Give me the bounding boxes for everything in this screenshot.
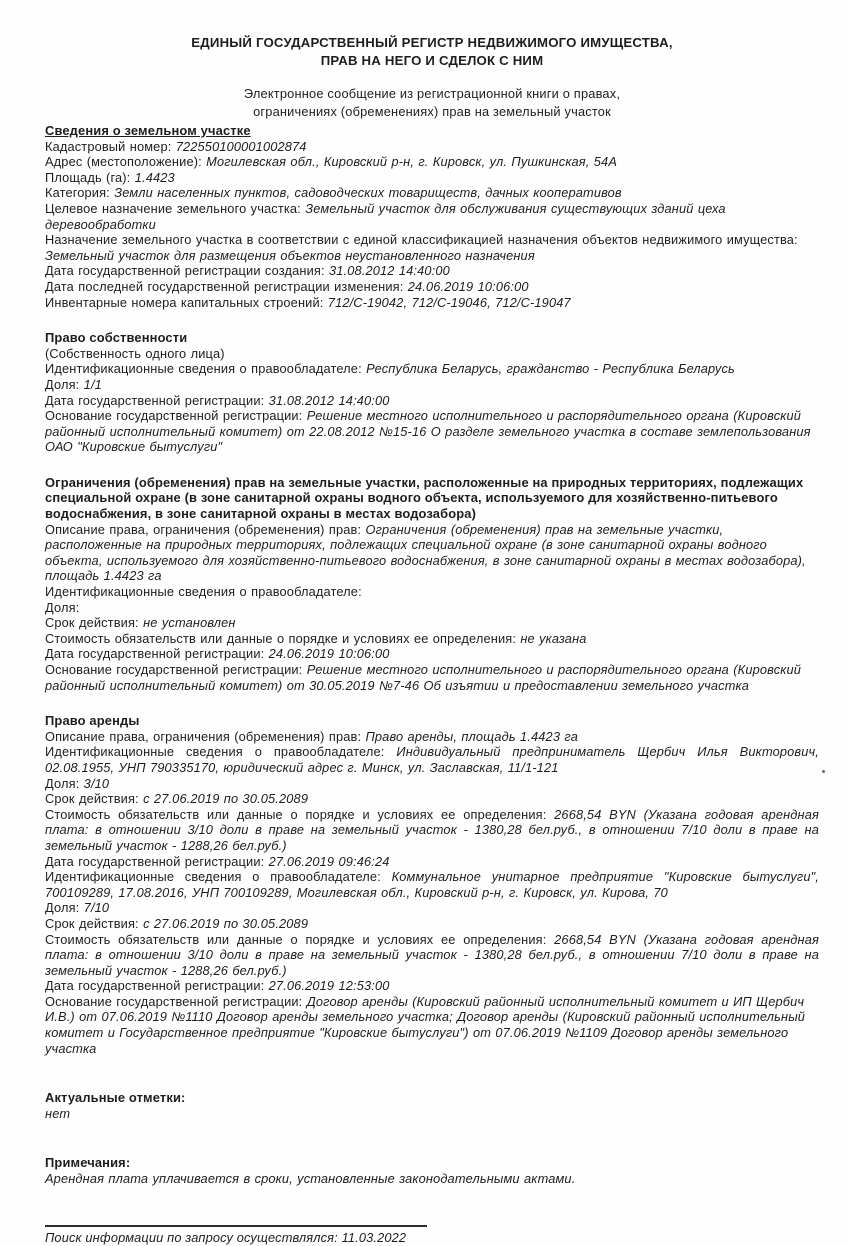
document-title-line-1: ЕДИНЫЙ ГОСУДАРСТВЕННЫЙ РЕГИСТР НЕДВИЖИМОГО ИМУЩЕСТВА, (191, 35, 673, 50)
field-value: Могилевская обл., Кировский р-н, г. Кировск, ул. Пушкинская, 54А (206, 154, 618, 170)
field-value: 712/С-19042, 712/С-19046, 712/С-19047 (327, 294, 571, 310)
field-label: Целевое назначение земельного участка: (45, 200, 301, 216)
row-designated-purpose (45, 201, 819, 232)
field-label: Доля: (45, 599, 80, 615)
field-value: Коммунальное унитарное предприятие "Кировские бытуслуги", 700109289, 17.08.2016, УНП 700109289, Могилевская обл., Кировский р-н, г. Кировск, ул. Кирова, 70 (45, 869, 819, 900)
field-value: 7/10 (83, 900, 110, 916)
field-value: 2668,54 BYN (Указана годовая арендная плата: в отношении 3/10 доли в праве на земельный участок - 1380,28 бел.руб., в отношении 7/10 доли в праве на земельный участок - 1288,26 бел.руб.) (45, 931, 819, 978)
row-area (45, 170, 819, 186)
row-rightholder-id (45, 584, 819, 600)
document-title-line-2: ПРАВ НА НЕГО И СДЕЛОК С НИМ (320, 53, 544, 68)
field-label: Дата государственной регистрации: (45, 392, 265, 408)
row-obligation-value-2 (45, 932, 819, 979)
field-value: Республика Беларусь, гражданство - Республика Беларусь (366, 361, 735, 377)
field-label: Инвентарные номера капитальных строений: (45, 294, 324, 310)
field-value: 2668,54 BYN (Указана годовая арендная плата: в отношении 3/10 доли в праве на земельный участок - 1380,28 бел.руб., в отношении 7/10 доли в праве на земельный участок - 1288,26 бел.руб.) (45, 806, 819, 853)
field-value: Земельный участок для размещения объектов неустановленного назначения (45, 247, 535, 263)
row-share-2 (45, 900, 819, 916)
row-reg-basis (45, 994, 819, 1056)
row-inventory-numbers (45, 295, 819, 311)
row-rightholder-id (45, 361, 819, 377)
row-notes-value (45, 1171, 819, 1187)
field-label: Срок действия: (45, 915, 139, 931)
field-label: Дата государственной регистрации: (45, 646, 265, 662)
field-value: Индивидуальный предприниматель Щербич Илья Викторович, 02.08.1955, УНП 790335170, юридический адрес г. Минск, ул. Заславская, 11/1-121 (45, 744, 819, 775)
section-heading-lease-right: Право аренды (45, 713, 140, 729)
field-label: Основание государственной регистрации: (45, 662, 303, 677)
row-description (45, 729, 819, 745)
scan-artifact-dot (822, 770, 825, 773)
field-label: Адрес (местоположение): (45, 154, 202, 170)
row-reg-date (45, 393, 819, 409)
section-ownership-right (45, 330, 819, 455)
field-label: Идентификационные сведения о правообладателе: (45, 584, 362, 600)
row-category (45, 185, 819, 201)
field-value: 1.4423 (134, 169, 175, 185)
row-reg-basis (45, 662, 819, 693)
field-label: Стоимость обязательств или данные о порядке и условиях ее определения: (45, 630, 517, 646)
row-share (45, 377, 819, 393)
field-value: 27.06.2019 12:53:00 (268, 978, 390, 994)
row-reg-date-1 (45, 854, 819, 870)
section-heading-ownership-right: Право собственности (45, 330, 188, 346)
footer-search-label: Поиск информации по запросу осуществлялся: (45, 1229, 338, 1245)
field-label: Кадастровый номер: (45, 138, 172, 154)
field-label: Стоимость обязательств или данные о порядке и условиях ее определения: (45, 931, 547, 947)
row-classified-purpose (45, 232, 819, 263)
row-validity-term-2 (45, 916, 819, 932)
field-label: Основание государственной регистрации: (45, 408, 303, 424)
field-value: Договор аренды (Кировский районный исполнительный комитет и ИП Щербич И.В.) от 07.06.2019 №1110 Договор аренды земельного участка; Договор аренды (Кировский районный исполнительный комитет и Государственное предприятие "Кировские бытуслуги") от 07.06.2019 №1109 Договор аренды земельного участка (45, 993, 806, 1056)
document-header (45, 34, 819, 121)
sections (45, 123, 819, 1187)
field-value: 24.06.2019 10:06:00 (407, 278, 529, 294)
field-value: Арендная плата уплачивается в сроки, установленные законодательными актами. (45, 1171, 576, 1187)
field-label: Дата государственной регистрации создания: (45, 263, 325, 279)
document-subtitle-line-1: Электронное сообщение из регистрационной книги о правах, (243, 86, 621, 101)
field-value: не установлен (143, 615, 236, 631)
field-label: Срок действия: (45, 791, 139, 807)
footer-search-date: 11.03.2022 (341, 1229, 407, 1245)
row-reg-date (45, 646, 819, 662)
field-value: 31.08.2012 14:40:00 (268, 392, 390, 408)
field-label: Дата государственной регистрации: (45, 978, 265, 994)
section-heading-land-parcel-info: Сведения о земельном участке (45, 123, 251, 138)
field-value: Земельный участок для обслуживания существующих зданий цеха деревообработки (45, 200, 726, 232)
row-creation-reg-date (45, 263, 819, 279)
field-label: Стоимость обязательств или данные о порядке и условиях ее определения: (45, 806, 547, 822)
row-reg-date-2 (45, 978, 819, 994)
field-value: 31.08.2012 14:40:00 (328, 263, 450, 279)
row-reg-basis (45, 408, 819, 455)
field-value: Право аренды, площадь 1.4423 га (365, 728, 578, 744)
row-description (45, 522, 819, 584)
section-notes (45, 1155, 819, 1186)
field-label: Категория: (45, 185, 110, 201)
field-label: Срок действия: (45, 615, 139, 631)
field-label: Идентификационные сведения о правообладателе: (45, 361, 362, 377)
field-value: Земли населенных пунктов, садоводческих товариществ, дачных кооперативов (114, 185, 622, 201)
field-value: Решение местного исполнительного и распорядительного органа (Кировский районный исполнительный комитет) от 30.05.2019 №7-46 Об изъятии и предоставлении земельного участка (45, 662, 801, 693)
field-value: Ограничения (обременения) прав на земельные участки, расположенные на природных территориях, подлежащих специальной охране (в зоне санитарной охраны водного объекта, используемого для хозяйственно-питьевого водоснабжения, в зоне санитарной охраны в местах водозабора), площадь 1.4423 га (45, 521, 806, 584)
row-ownership-type (45, 346, 819, 362)
field-label: Идентификационные сведения о правообладателе: (45, 869, 381, 885)
field-label: Назначение земельного участка в соответствии с единой классификацией назначения объектов недвижимого имущества: (45, 232, 798, 248)
document-subtitle (45, 85, 819, 121)
field-label: Основание государственной регистрации: (45, 993, 303, 1009)
field-label: Площадь (га): (45, 169, 131, 185)
field-value: нет (45, 1105, 71, 1121)
field-label: Доля: (45, 376, 80, 392)
row-current-marks-value (45, 1106, 819, 1122)
field-value: не указана (520, 630, 587, 646)
field-label: (Собственность одного лица) (45, 345, 225, 361)
section-heading-current-marks: Актуальные отметки: (45, 1090, 186, 1106)
field-value: 24.06.2019 10:06:00 (268, 646, 390, 662)
section-land-parcel-info (45, 123, 819, 310)
field-label: Дата последней государственной регистрации изменения: (45, 278, 404, 294)
row-validity-term (45, 615, 819, 631)
row-rightholder-id-1 (45, 744, 819, 775)
field-value: с 27.06.2019 по 30.05.2089 (143, 791, 309, 807)
section-current-marks (45, 1090, 819, 1121)
field-value: 3/10 (83, 775, 110, 791)
section-heading-restrictions: Ограничения (обременения) прав на земельные участки, расположенные на природных территориях, подлежащих специальной охране (в зоне санитарной охраны водного объекта, используемого для хозяйственно-питьевого водоснабжения, в зоне санитарной охраны в местах водозабора) (45, 474, 804, 522)
field-value: с 27.06.2019 по 30.05.2089 (143, 915, 309, 931)
section-lease-right (45, 713, 819, 1056)
field-value: 27.06.2019 09:46:24 (268, 853, 390, 869)
row-obligation-value (45, 631, 819, 647)
field-label: Дата государственной регистрации: (45, 853, 265, 869)
section-restrictions (45, 475, 819, 693)
row-obligation-value-1 (45, 807, 819, 854)
field-value: 1/1 (83, 376, 102, 392)
row-validity-term-1 (45, 791, 819, 807)
row-address (45, 154, 819, 170)
field-label: Описание права, ограничения (обременения) прав: (45, 728, 362, 744)
row-share-1 (45, 776, 819, 792)
field-label: Доля: (45, 900, 80, 916)
field-value: 722550100001002874 (175, 138, 307, 154)
row-share (45, 600, 819, 616)
section-heading-notes: Примечания: (45, 1155, 131, 1171)
footer-search-info (45, 1225, 427, 1246)
field-label: Идентификационные сведения о правообладателе: (45, 744, 385, 760)
document-subtitle-line-2: ограничениях (обременениях) прав на земельный участок (253, 104, 611, 119)
field-value: Решение местного исполнительного и распорядительного органа (Кировский районный исполнительный комитет) от 22.08.2012 №15-16 О разделе земельного участка в составе землепользования ОАО "Кировские бытуслуги" (45, 408, 811, 455)
row-last-change-reg-date (45, 279, 819, 295)
field-label: Описание права, ограничения (обременения) прав: (45, 521, 362, 537)
field-label: Доля: (45, 775, 80, 791)
row-cadastral-number (45, 139, 819, 155)
row-rightholder-id-2 (45, 869, 819, 900)
